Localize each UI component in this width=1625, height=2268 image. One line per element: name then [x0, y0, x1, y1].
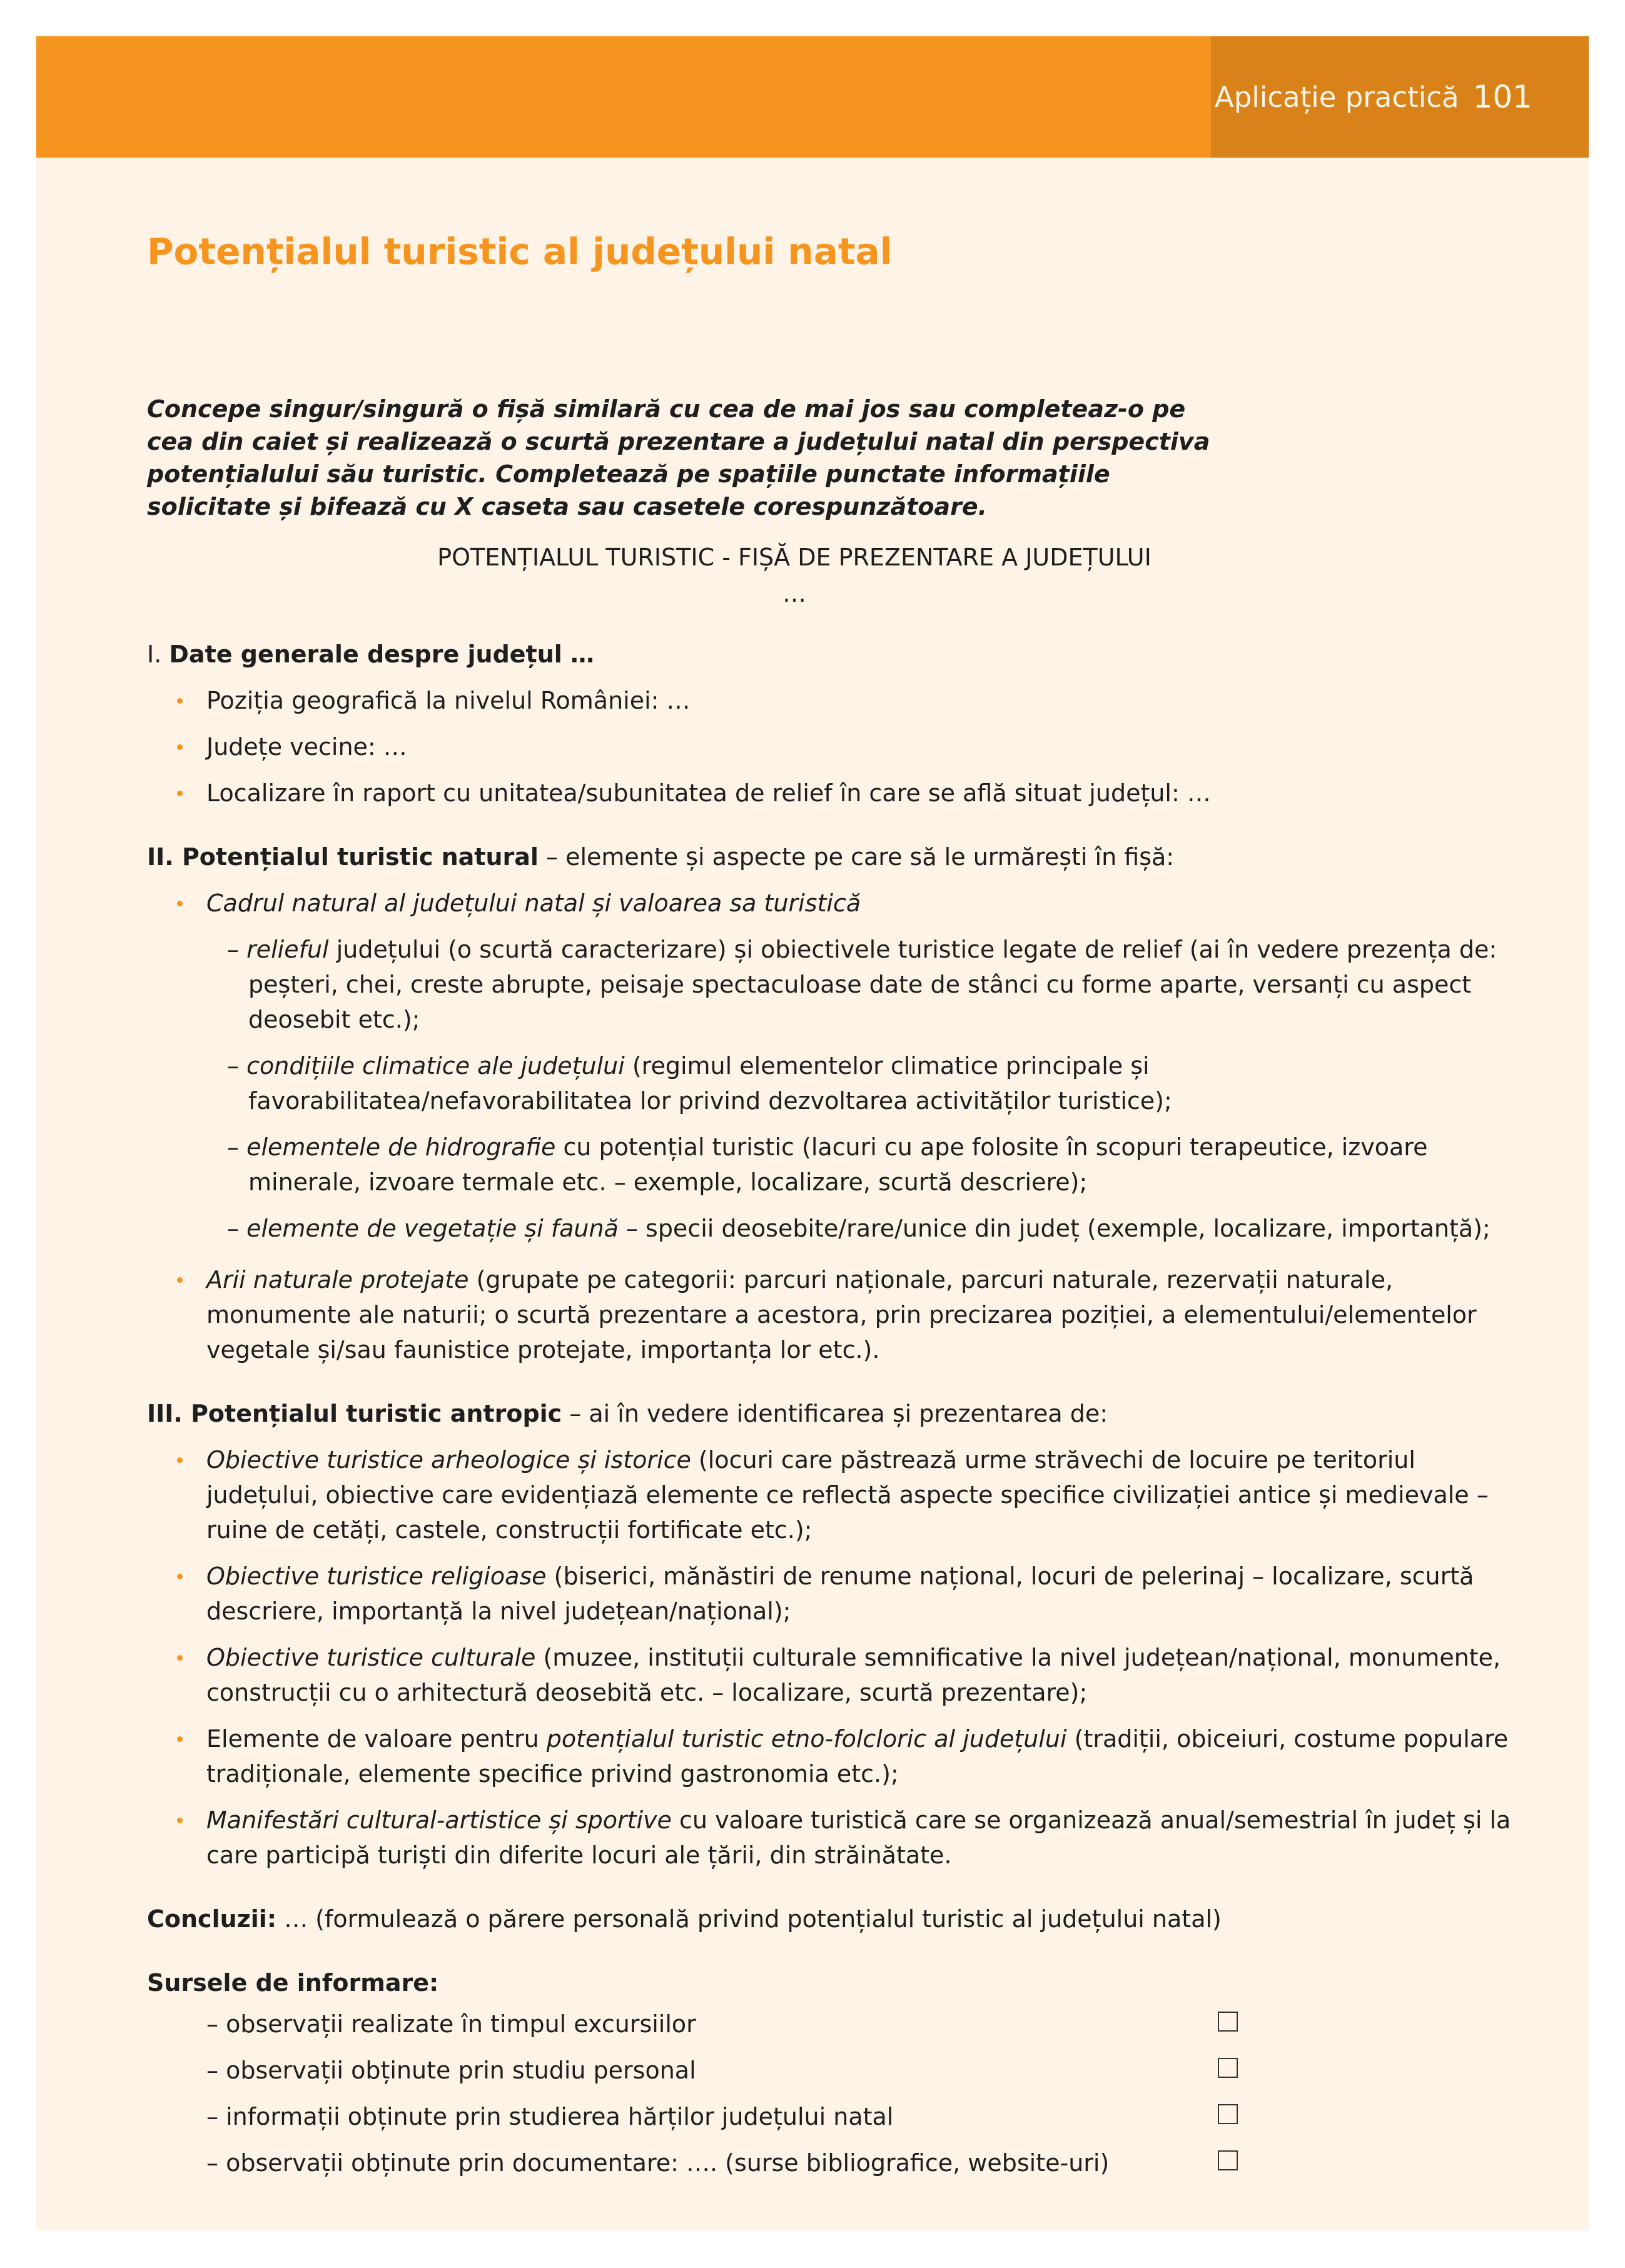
- page-title: Potențialul turistic al județului natal: [147, 230, 893, 273]
- source-label: – informații obținute prin studierea hărților județului natal: [206, 2103, 894, 2130]
- source-label: – observații obținute prin documentare: …. (surse bibliografice, website-uri): [206, 2149, 1110, 2177]
- list-item: [147, 1442, 1523, 1547]
- list-item: [147, 886, 1523, 921]
- dash-list: [147, 932, 1523, 1246]
- item-italic: elemente de vegetație și faună: [246, 1215, 619, 1242]
- list-item: [147, 1262, 1523, 1367]
- page: [36, 36, 1589, 2230]
- item-italic: Obiective turistice religioase: [206, 1562, 547, 1590]
- header-label: Aplicație practică: [1214, 80, 1459, 114]
- source-row: [147, 2053, 1523, 2099]
- header-page-box: [1211, 36, 1589, 158]
- page-number: 101: [1472, 79, 1532, 115]
- header-bar: [36, 36, 1589, 158]
- dash-item: – condițiile climatice ale județului (regimul elementelor climatice principale și favorabilitatea/nefavorabilitatea lor privind dezvoltarea activităților turistice);: [227, 1052, 1172, 1115]
- section-natural: [147, 839, 1523, 1367]
- source-label: – observații obținute prin studiu personal: [206, 2057, 696, 2084]
- section-heading-text: II. Potențialul turistic natural: [147, 843, 539, 871]
- section-general: [147, 637, 1523, 811]
- content: [147, 393, 1523, 2192]
- section-anthropic-list: [147, 1442, 1523, 1873]
- sources: [147, 1965, 1523, 2192]
- item-text: cu potențial turistic (lacuri cu ape folosite în scopuri terapeutice, izvoare minerale, izvoare termale etc. – exemple, localizare, scurtă descriere);: [248, 1133, 1428, 1196]
- item-text: (biserici, mănăstiri de renume național, locuri de pelerinaj – localizare, scurtă descriere, importanță la nivel județean/național);: [206, 1562, 1474, 1625]
- dash-item: – elementele de hidrografie cu potențial turistic (lacuri cu ape folosite în scopuri terapeutice, izvoare minerale, izvoare termale etc. – exemple, localizare, scurtă descriere);: [227, 1133, 1428, 1196]
- list-item: [147, 1559, 1523, 1629]
- item-text: (tradiții, obiceiuri, costume populare tradiționale, elemente specifice privind gastronomia etc.);: [206, 1725, 1509, 1788]
- list-item: [147, 1803, 1523, 1873]
- source-checkbox[interactable]: [1218, 2058, 1238, 2078]
- section-heading-rest: – ai în vedere identificarea și prezentarea de:: [562, 1400, 1108, 1427]
- item-text: cu valoare turistică care se organizează anual/semestrial în județ și la care participă turiști din diferite locuri ale țării, din străinătate.: [206, 1806, 1511, 1869]
- item-italic: potențialul turistic etno-folcloric al județului: [546, 1725, 1067, 1753]
- section-heading-text: Date generale despre județul …: [169, 640, 595, 668]
- dash-item: – relieful județului (o scurtă caracterizare) și obiectivele turistice legate de relief (ai în vedere prezența de: peșteri, chei, creste abrupte, peisaje spectaculoase date de stânci cu forme aparte, versanți cu aspect deosebit etc.);: [227, 936, 1497, 1033]
- list-item: [147, 1721, 1523, 1791]
- section-anthropic-heading: [147, 1396, 1523, 1431]
- source-checkbox[interactable]: [1218, 2012, 1238, 2032]
- section-general-list: [147, 683, 1523, 811]
- conclusions-text: … (formulează o părere personală privind potențialul turistic al județului natal): [276, 1905, 1222, 1933]
- section-natural-list: [147, 886, 1523, 921]
- list-item: [147, 1640, 1523, 1710]
- item-italic: Cadrul natural al județului natal și valoarea sa turistică: [206, 889, 861, 917]
- item-italic: Arii naturale protejate: [206, 1266, 469, 1293]
- conclusions: [147, 1901, 1523, 1936]
- item-text: Elemente de valoare pentru: [206, 1725, 547, 1753]
- source-row: [147, 2145, 1523, 2192]
- sources-list: [147, 2007, 1523, 2192]
- section-heading-text: III. Potențialul turistic antropic: [147, 1400, 562, 1427]
- item-italic: relieful: [246, 936, 329, 963]
- item-italic: Obiective turistice arheologice și istorice: [206, 1446, 691, 1474]
- source-label: – observații realizate în timpul excursiilor: [206, 2010, 696, 2038]
- dash-item: – elemente de vegetație și faună – specii deosebite/rare/unice din județ (exemple, localizare, importanță);: [227, 1215, 1491, 1242]
- item-text: județului (o scurtă caracterizare) și obiectivele turistice legate de relief (ai în vedere prezența de: peșteri, chei, creste abrupte, peisaje spectaculoase date de stânci cu forme aparte, versanți cu aspect deosebit etc.);: [248, 936, 1497, 1033]
- section-natural-heading: [147, 839, 1523, 874]
- source-checkbox[interactable]: [1218, 2104, 1238, 2124]
- item-text: (regimul elementelor climatice principale și favorabilitatea/nefavorabilitatea lor privind dezvoltarea activităților turistice);: [248, 1052, 1172, 1115]
- fisa-heading: [147, 539, 1442, 612]
- section-heading-rest: – elemente și aspecte pe care să le urmărești în fișă:: [538, 843, 1175, 871]
- item-text: – specii deosebite/rare/unice din județ (exemple, localizare, importanță);: [618, 1215, 1491, 1242]
- list-item: Localizare în raport cu unitatea/subunitatea de relief în care se află situat județul: …: [147, 776, 1523, 811]
- item-italic: Obiective turistice culturale: [206, 1644, 536, 1671]
- item-italic: condițiile climatice ale județului: [246, 1052, 625, 1080]
- item-italic: elementele de hidrografie: [246, 1133, 556, 1161]
- section-general-heading: [147, 637, 1523, 672]
- section-number: I.: [147, 640, 162, 668]
- section-natural-list-2: [147, 1262, 1523, 1367]
- source-row: [147, 2007, 1523, 2053]
- item-text: (locuri care păstrează urme străvechi de locuire pe teritoriul județului, obiective care evidențiază elemente ce reflectă aspecte specifice civilizației antice și medievale – ruine de cetăți, castele, construcții fortificate etc.);: [206, 1446, 1489, 1544]
- list-item: Județe vecine: …: [147, 729, 1523, 764]
- item-text: (muzee, instituții culturale semnificative la nivel județean/național, monumente, construcții cu o arhitectură deosebită etc. – localizare, scurtă prezentare);: [206, 1644, 1501, 1706]
- fisa-title: POTENȚIALUL TURISTIC - FIȘĂ DE PREZENTARE A JUDEȚULUI: [437, 544, 1152, 571]
- item-text: (grupate pe categorii: parcuri naționale, parcuri naturale, rezervații naturale, monumente ale naturii; o scurtă prezentare a acestora, prin precizarea poziției, a elementului/elementelor vegetale și/sau faunistice protejate, importanța lor etc.).: [206, 1266, 1477, 1364]
- sources-label: Sursele de informare:: [147, 1969, 439, 1997]
- list-item: Poziția geografică la nivelul României: …: [147, 683, 1523, 718]
- source-checkbox[interactable]: [1218, 2150, 1238, 2170]
- intro-text: Concepe singur/singură o fișă similară cu cea de mai jos sau completeaz-o pe cea din caiet și realizează o scurtă prezentare a județului natal din perspectiva potențialului său turistic. Completează pe spațiile punctate informațiile solicitate și bifează cu X caseta sau casetele corespunzătoare.: [147, 395, 1210, 520]
- item-italic: Manifestări cultural-artistice și sportive: [206, 1806, 672, 1834]
- source-row: [147, 2099, 1523, 2145]
- section-anthropic: [147, 1396, 1523, 1873]
- fisa-dots: …: [782, 580, 806, 607]
- conclusions-label: Concluzii:: [147, 1905, 277, 1933]
